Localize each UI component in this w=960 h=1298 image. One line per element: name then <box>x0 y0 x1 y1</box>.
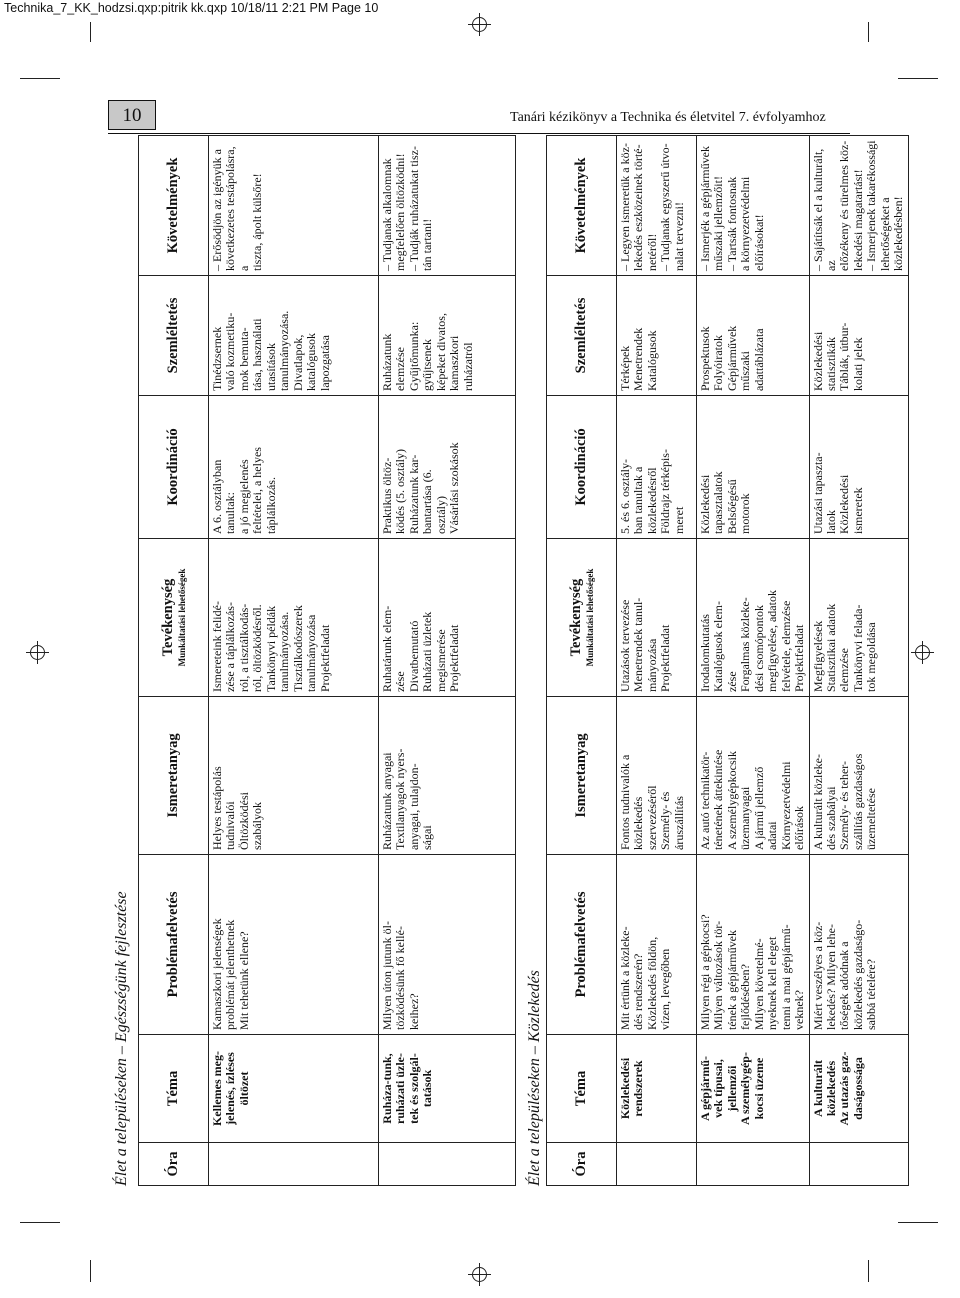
registration-mark-top <box>472 17 487 32</box>
col-header-tema: Téma <box>139 1035 209 1143</box>
col-header-koordinacio: Koordináció <box>547 396 617 539</box>
crop-mark-bottom-right <box>868 1260 869 1282</box>
cell-ismeret: A kulturált közleke- dés szabályai Személy- és teher- szállítás gazdaságos üzemeltetése <box>809 697 908 855</box>
cell-szemleltetes: Prospektusok Folyóiratok Gépjárművek műszaki adattáblázata <box>697 276 810 396</box>
col-header-szemleltetes: Szemléltetés <box>139 276 209 396</box>
cell-tema: Ruháza-tunk, ruházati üzle- tek és szolgál- tatások <box>379 1035 516 1143</box>
cell-ora <box>209 1143 379 1186</box>
table-row <box>809 136 908 1186</box>
registration-mark-left <box>30 645 45 660</box>
section-title-sub: – Egészségünk fejlesztése <box>113 891 130 1059</box>
col-header-tevekenyseg-title: Tevékenység <box>159 578 176 657</box>
col-header-tevekenyseg-title: Tevékenység <box>567 578 584 657</box>
cell-tevekenyseg: Ismereteink felidé- zése a táplálkozás- ról, a tisztálkodás- ról, öltözködésről. Tankönyvi példák tanulmányozása. Tisztálkodószerek tanulmányozása Projektfeladat <box>209 539 379 697</box>
col-header-tevekenyseg-sub: Munkáltatási lehetőségek <box>585 568 596 667</box>
cell-kovetelmenyek: – Ismerjék a gépjárművek műszaki jellemzőit! – Tartsák fontosnak a környezetvédelmi előírásokat! <box>697 136 810 276</box>
col-header-koordinacio: Koordináció <box>139 396 209 539</box>
col-header-szemleltetes: Szemléltetés <box>547 276 617 396</box>
section-title-main: Élet a településeken <box>526 1058 543 1186</box>
cell-tevekenyseg: Utazások tervezése Menetrendek tanul- mányozása Projektfeladat <box>617 539 697 697</box>
cell-tema: A kulturált közlekedés Az utazás gaz- daságossága <box>809 1035 908 1143</box>
cell-koordinacio: Utazási tapaszta- latok Közlekedési ismeretek <box>809 396 908 539</box>
col-header-problema: Problémafelvetés <box>547 855 617 1035</box>
cell-ismeret: Fontos tudnivalók a közlekedés szervezéséről Személy- és áruszállítás <box>617 697 697 855</box>
crop-mark-right-bottom <box>898 1222 938 1223</box>
table-row <box>209 136 379 1186</box>
cell-ora <box>617 1143 697 1186</box>
table-header-row <box>547 136 617 1186</box>
page-number: 10 <box>108 100 156 130</box>
header-rule <box>108 133 850 134</box>
section-title-sub: – Közlekedés <box>526 970 543 1059</box>
cell-problema: Kamaszkori jelenségek problémát jelenthetnek Mit tehetünk ellene? <box>209 855 379 1035</box>
cell-tevekenyseg: Megfigyelések Statisztikai adatok elemzése Tankönyvi felada- tok megoldása <box>809 539 908 697</box>
cell-koordinacio: A 6. osztályban tanultak: a jó megjelenés feltételei, a helyes táplálkozás. <box>209 396 379 539</box>
cell-problema: Milyen úton jutunk öl- tözködésünk fő kellé- keihez? <box>379 855 516 1035</box>
cell-tema: Közlekedési rendszerek <box>617 1035 697 1143</box>
crop-mark-top-left <box>90 22 91 42</box>
cell-ismeret: Helyes testápolás tudnivalói Öltözködési szabályok <box>209 697 379 855</box>
col-header-tevekenyseg <box>547 539 617 697</box>
cell-szemleltetes: Térképek Menetrendek Katalógusok <box>617 276 697 396</box>
section-title-transport <box>526 970 544 1186</box>
table-body <box>617 136 909 1186</box>
cell-problema: Miért veszélyes a köz- lekedés? Milyen lehe- tőségek adódnak a közlekedés gazdaságo- sabbá tételére? <box>809 855 908 1035</box>
cell-kovetelmenyek: – Tudjanak alkalomnak megfelelően öltözködni! – Tudják ruházatukat tisz- tán tartani! <box>379 136 516 276</box>
col-header-problema: Problémafelvetés <box>139 855 209 1035</box>
cell-koordinacio: 5. és 6. osztály- ban tanultak a közlekedésről Földrajz térképis- meret <box>617 396 697 539</box>
cell-tema: A gépjármű- vek típusai, jellemzői A személygép- kocsi üzeme <box>697 1035 810 1143</box>
table-header-row <box>139 136 209 1186</box>
crop-mark-left-top <box>20 78 60 79</box>
col-header-ismeret: Ismeretanyag <box>139 697 209 855</box>
table-row <box>697 136 810 1186</box>
col-header-tevekenyseg-sub: Munkáltatási lehetőségek <box>177 568 188 667</box>
cell-szemleltetes: Tinédzsernek való kozmetiku- mok bemuta- tása, használati utasítások tanulmányozása. Divatlapok, katalógusok lapozgatása <box>209 276 379 396</box>
health-table <box>138 135 516 1186</box>
section-title-health <box>113 891 131 1186</box>
table-row <box>617 136 697 1186</box>
cell-szemleltetes: Közlekedési statisztikák Táblák, útbur- kolati jelek <box>809 276 908 396</box>
print-slug: Technika_7_KK_hodzsi.qxp:pitrik kk.qxp 10/18/11 2:21 PM Page 10 <box>4 1 379 15</box>
cell-szemleltetes: Ruházatunk elemzése Gyűjtőmunka: gyűjtsenek képeket divatos, kamaszkori ruházatról <box>379 276 516 396</box>
col-header-kovetelmenyek: Követelmények <box>139 136 209 276</box>
rotated-content <box>108 136 906 1186</box>
crop-mark-left-bottom <box>20 1222 60 1223</box>
crop-mark-right-top <box>898 78 938 79</box>
cell-koordinacio: Közlekedési tapasztalatok Belsőégésű motorok <box>697 396 810 539</box>
col-header-tevekenyseg <box>139 539 209 697</box>
cell-kovetelmenyek: – Legyen ismeretük a köz- lekedés eszközeinek törté- netéről! – Tudjanak egyszerű útvo- nalat tervezni! <box>617 136 697 276</box>
crop-mark-top-right <box>868 22 869 42</box>
section-title-main: Élet a településeken <box>113 1058 130 1186</box>
transport-table <box>546 135 909 1186</box>
cell-ismeret: Az autó technikatör- ténetének áttekintése A személygépkocsik üzemanyagai A jármű jellemző adatai Környezetvédelmi előírások <box>697 697 810 855</box>
cell-ora <box>809 1143 908 1186</box>
crop-mark-bottom-left <box>90 1260 91 1282</box>
cell-kovetelmenyek: – Sajátítsák el a kulturált, az előzékeny és türelmes köz- lekedési magatartást! – Ismerjenek takarékossági lehetőségeket a közlekedésben! <box>809 136 908 276</box>
cell-problema: Mit értünk a közleke- dés rendszerén? Közlekedés földön, vízen, levegőben <box>617 855 697 1035</box>
table-row <box>379 136 516 1186</box>
cell-ora <box>379 1143 516 1186</box>
book-header: Tanári kézikönyv a Technika és életvitel 7. évfolyamhoz <box>510 110 826 125</box>
col-header-ismeret: Ismeretanyag <box>547 697 617 855</box>
cell-problema: Milyen régi a gépkocsi? Milyen változások tör- tének a gépjárművek fejlődésében? Milyen követelmé- nyeknek kell eleget tenni a mai gépjármű- veknek? <box>697 855 810 1035</box>
cell-tevekenyseg: Irodalomkutatás Katalógusok elem- zése Forgalmas közleke- dési csomópontok megfigyelése, adatok felvétele, elemzése Projektfeladat <box>697 539 810 697</box>
col-header-ora: Óra <box>547 1143 617 1186</box>
cell-ora <box>697 1143 810 1186</box>
registration-mark-right <box>915 645 930 660</box>
cell-tema: Kellemes meg- jelenés, ízléses öltözet <box>209 1035 379 1143</box>
cell-tevekenyseg: Ruhatárunk elem- zése Divatbemutató Ruházati üzletek megismerése Projektfeladat <box>379 539 516 697</box>
cell-kovetelmenyek: – Erősödjön az igényük a következetes testápolásra, a tiszta, ápolt külsőre! <box>209 136 379 276</box>
cell-koordinacio: Praktikus öltöz- ködés (5. osztály) Ruházatunk kar- bantartása (6. osztály) Vásárlási szokások <box>379 396 516 539</box>
col-header-ora: Óra <box>139 1143 209 1186</box>
registration-mark-bottom <box>472 1267 487 1282</box>
cell-ismeret: Ruházatunk anyagai Textilanyagok nyers- anyagai, tulajdon- ságai <box>379 697 516 855</box>
table-body <box>209 136 516 1186</box>
col-header-tema: Téma <box>547 1035 617 1143</box>
col-header-kovetelmenyek: Követelmények <box>547 136 617 276</box>
